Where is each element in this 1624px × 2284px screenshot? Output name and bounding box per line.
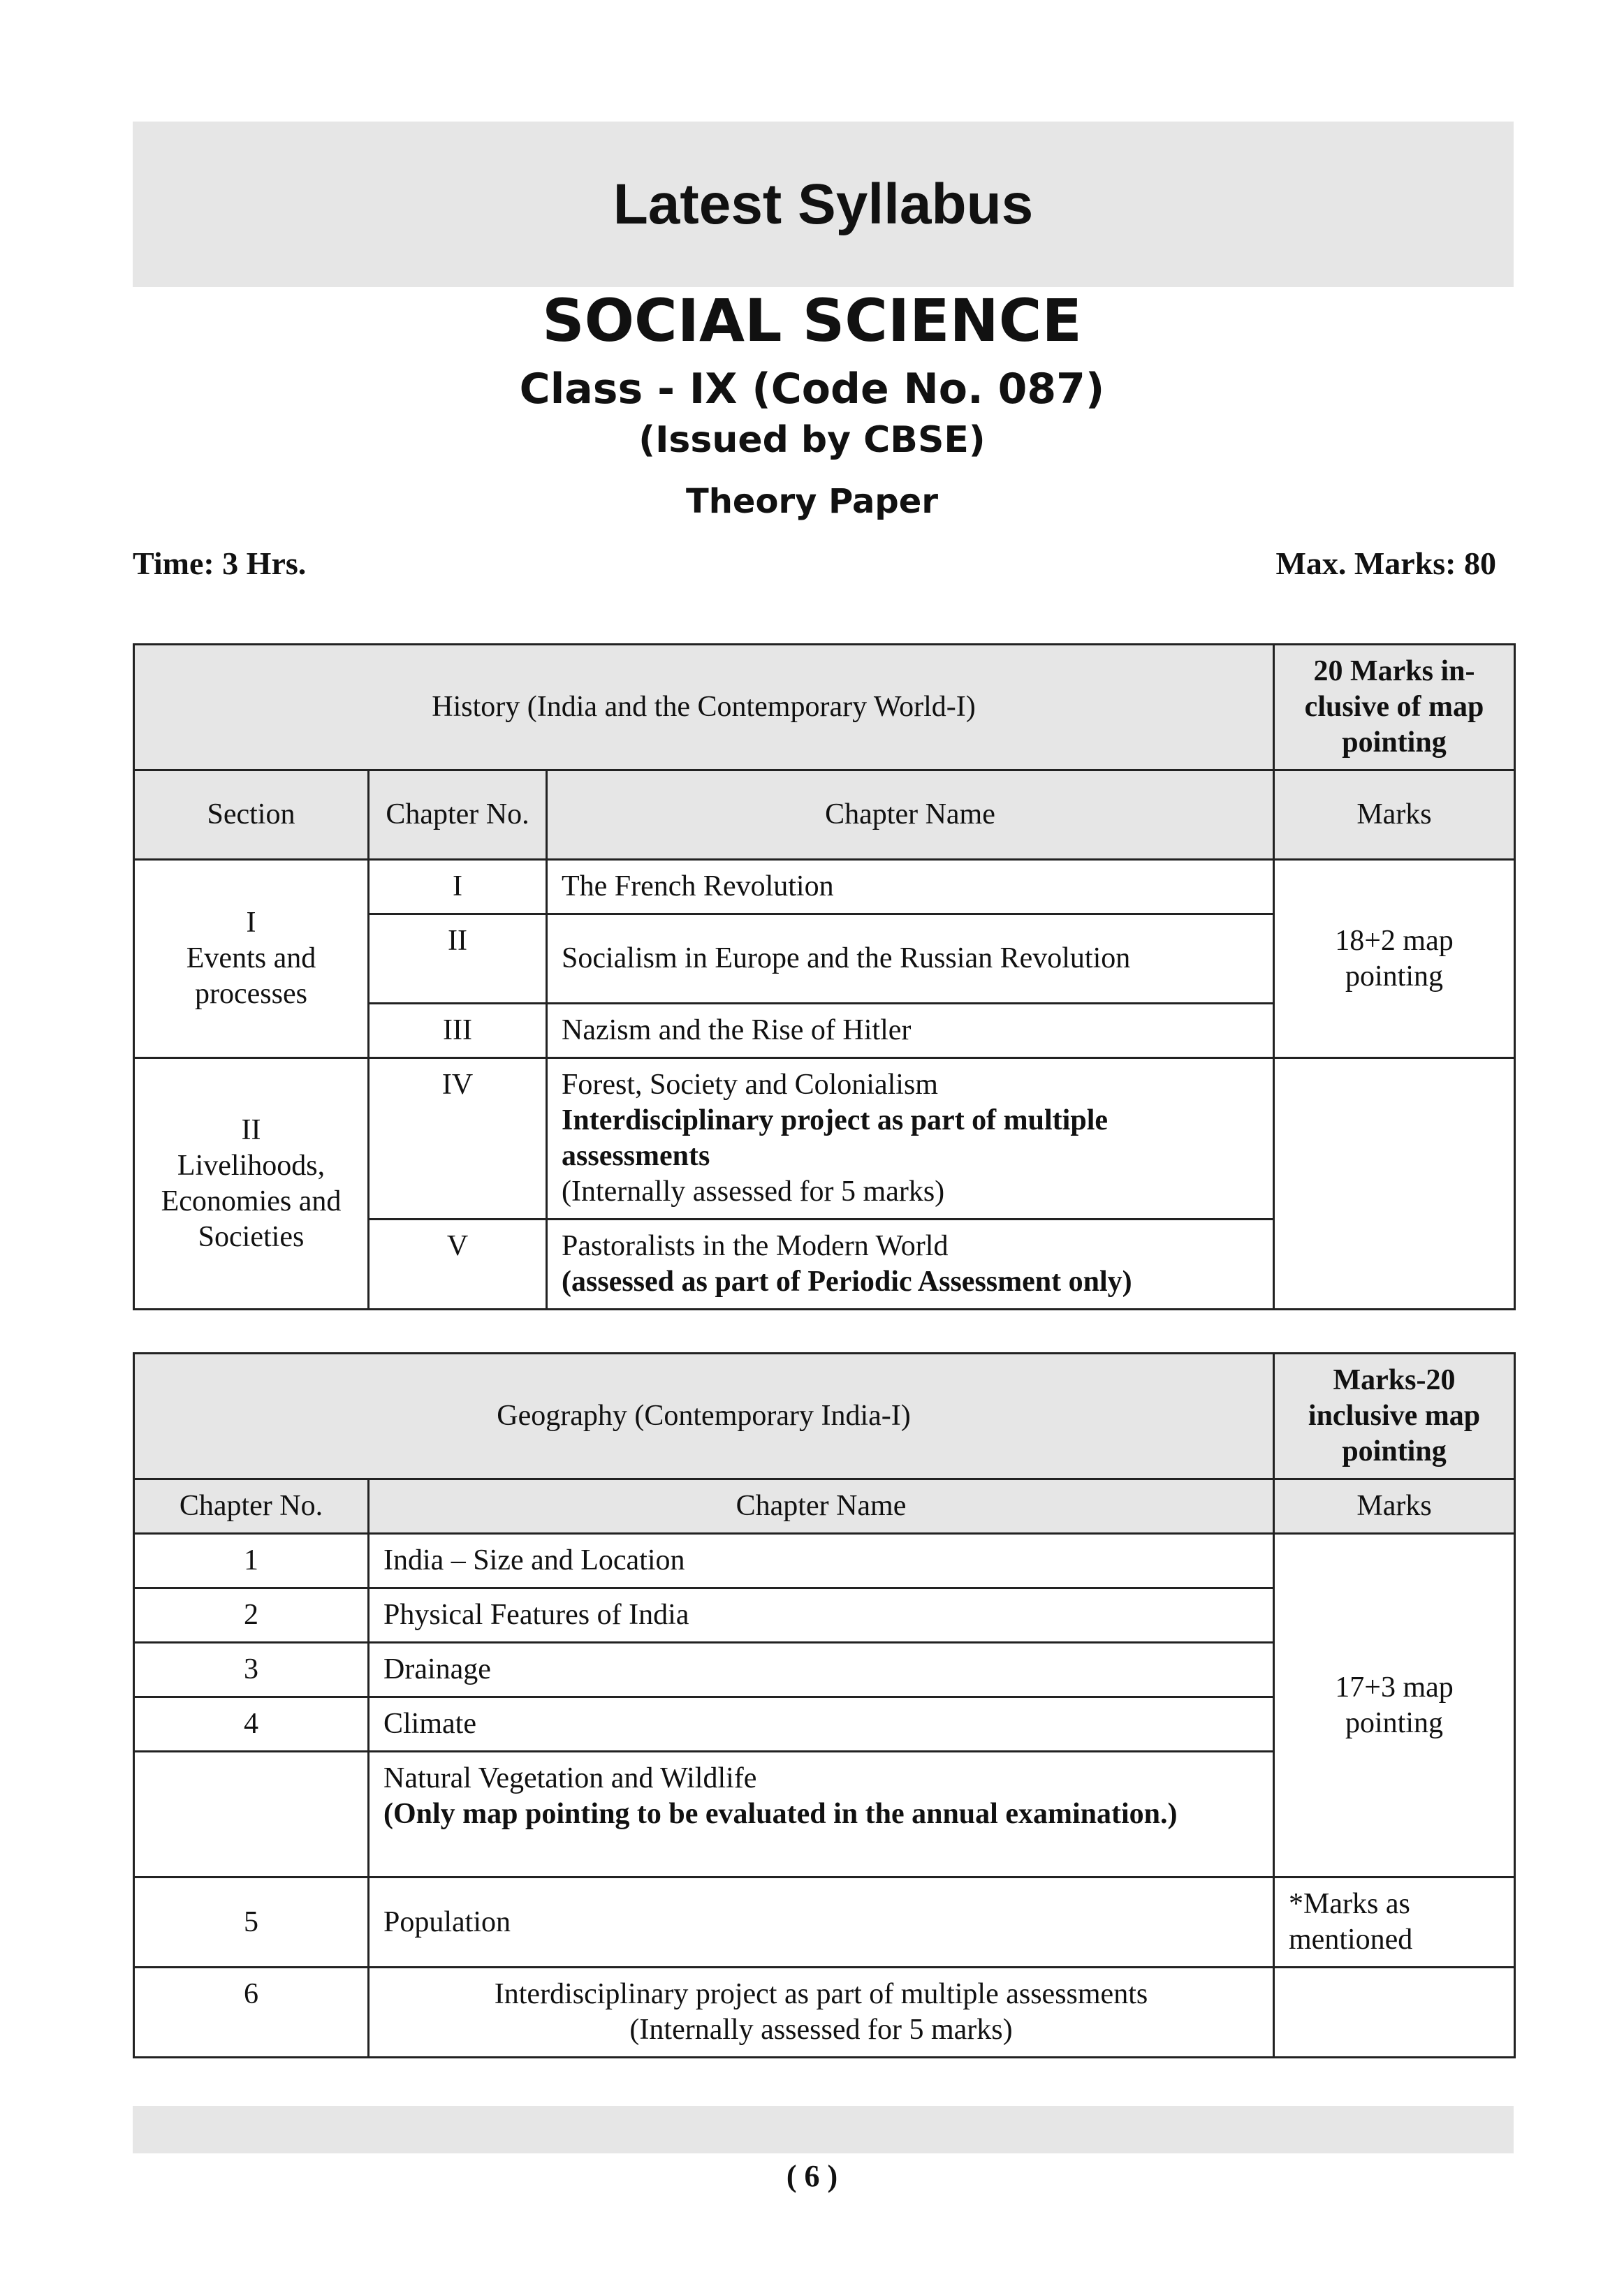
chapter-number: 1 [134,1534,369,1588]
marks-cell: 18+2 map pointing [1274,860,1515,1058]
section-name: Events and processes [186,942,316,1010]
page-number: ( 6 ) [786,2159,838,2193]
chapter-name: Pastoralists in the Modern World [562,1230,949,1262]
max-marks: Max. Marks: 80 [1275,546,1496,581]
section-number: II [241,1113,261,1146]
geography-title-row [134,1354,1515,1479]
geography-col-marks: Marks [1274,1479,1515,1534]
syllabus-banner [133,122,1514,287]
chapter-name: The French Revolution [547,860,1274,914]
chapter-note-bold: (Only map pointing to be evaluated in the annual examination.) [383,1798,1178,1830]
history-table [133,643,1516,1310]
geography-table [133,1352,1516,2058]
geography-col-chapter-name: Chapter Name [369,1479,1274,1534]
history-col-marks: Marks [1274,770,1515,860]
footer-bar [133,2106,1514,2153]
chapter-name: Climate [369,1697,1274,1752]
chapter-number [134,1752,369,1877]
chapter-number: 2 [134,1588,369,1643]
history-marks-note: 20 Marks in-clusive of map pointing [1274,645,1515,770]
chapter-name: India – Size and Location [369,1534,1274,1588]
marks-cell: *Marks as mentioned [1274,1877,1515,1968]
chapter-name: Population [369,1877,1274,1968]
chapter-number: 4 [134,1697,369,1752]
history-title-row [134,645,1515,770]
section-cell [134,1058,369,1310]
chapter-number: II [369,914,547,1004]
chapter-name: Forest, Society and Colonialism [562,1069,938,1101]
history-col-section: Section [134,770,369,860]
table-row [134,1877,1515,1968]
section-name: Livelihoods, Economies and Societies [161,1149,342,1253]
chapter-name: Physical Features of India [369,1588,1274,1643]
chapter-name-cell [369,1968,1274,2058]
history-col-chapter-no: Chapter No. [369,770,547,860]
marks-cell: 17+3 map pointing [1274,1534,1515,1877]
chapter-name: Natural Vegetation and Wildlife [383,1762,757,1794]
history-col-chapter-name: Chapter Name [547,770,1274,860]
geography-col-chapter-no: Chapter No. [134,1479,369,1534]
chapter-name-cell [369,1752,1274,1877]
marks-cell [1274,1058,1515,1310]
chapter-name: Socialism in Europe and the Russian Revolution [547,914,1274,1004]
geography-header-row [134,1479,1515,1534]
chapter-number: V [369,1220,547,1310]
history-header-row [134,770,1515,860]
chapter-name-cell [547,1058,1274,1220]
class-line: Class - IX (Code No. 087) [519,365,1105,413]
table-row [134,1058,1515,1220]
chapter-note: (Internally assessed for 5 marks) [629,2014,1013,2046]
chapter-name: Interdisciplinary project as part of multiple assessments [494,1978,1148,2010]
section-number: I [246,907,256,939]
chapter-number: 5 [134,1877,369,1968]
chapter-note-bold: Interdisciplinary project as part of multiple assessments [562,1104,1109,1172]
chapter-note-bold: (assessed as part of Periodic Assessment only) [562,1266,1132,1298]
chapter-number: 6 [134,1968,369,2058]
chapter-number: III [369,1004,547,1058]
chapter-name: Nazism and the Rise of Hitler [547,1004,1274,1058]
time-allowed: Time: 3 Hrs. [133,546,307,581]
marks-cell [1274,1968,1515,2058]
chapter-number: I [369,860,547,914]
chapter-number: 3 [134,1643,369,1697]
section-cell [134,860,369,1058]
table-row [134,1534,1515,1588]
chapter-note: (Internally assessed for 5 marks) [562,1176,945,1208]
geography-marks-note: Marks-20 inclusive map pointing [1274,1354,1515,1479]
banner-title: Latest Syllabus [613,172,1034,236]
subject-title: SOCIAL SCIENCE [542,286,1082,355]
table-row [134,860,1515,914]
geography-title: Geography (Contemporary India-I) [134,1354,1274,1479]
history-title: History (India and the Contemporary World-I) [134,645,1274,770]
issued-by: (Issued by CBSE) [638,419,986,461]
chapter-name: Drainage [369,1643,1274,1697]
table-row [134,1968,1515,2058]
chapter-name-cell [547,1220,1274,1310]
chapter-number: IV [369,1058,547,1220]
paper-type: Theory Paper [686,482,938,521]
